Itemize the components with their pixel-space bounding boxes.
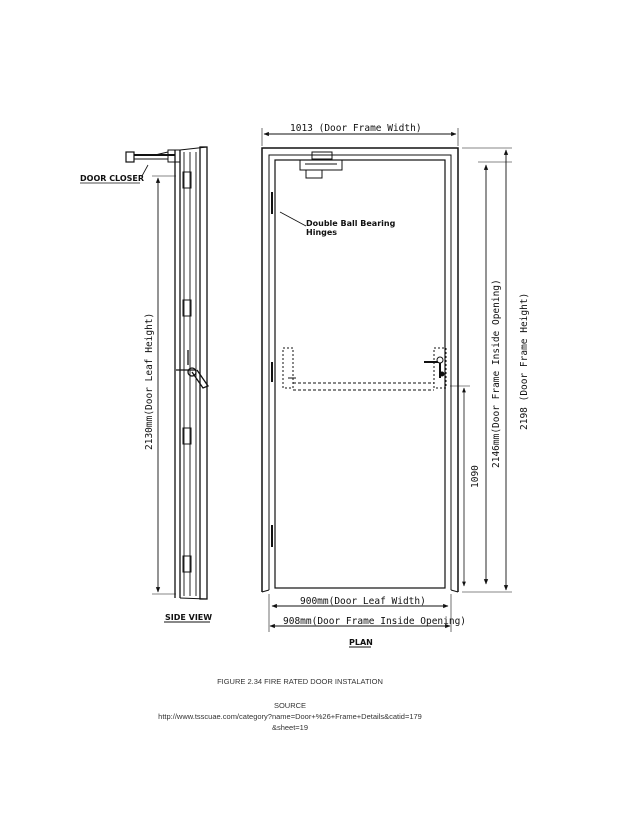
side-handle (176, 350, 208, 388)
frame-inside-opening-width-label: 908mm(Door Frame Inside Opening) (283, 616, 467, 627)
handle-height-label: 1090 (470, 465, 481, 488)
plan-door-closer (300, 152, 342, 178)
plan-panic-bar (283, 348, 446, 390)
source-url-line2[interactable]: &sheet=19 (271, 723, 309, 732)
side-view-label: SIDE VIEW (165, 613, 213, 622)
frame-height-label: 2198 (Door Frame Height) (519, 292, 530, 430)
plan-view (262, 128, 512, 647)
hinges-label-line1: Double Ball Bearing (306, 219, 396, 228)
hinges-label-line2: Hinges (306, 228, 338, 237)
source-label: SOURCE (273, 701, 307, 710)
source-url-line1[interactable]: http://www.tsscuae.com/category?name=Door+%26+Frame+Details&catid=179 (158, 712, 422, 721)
side-view (126, 147, 213, 622)
door-closer (126, 150, 180, 162)
leaf-width-label: 900mm(Door Leaf Width) (300, 596, 426, 607)
plan-label: PLAN (349, 638, 373, 647)
figure-caption: FIGURE 2.34 FIRE RATED DOOR INSTALATION (217, 677, 383, 686)
door-closer-label: DOOR CLOSER (80, 174, 145, 183)
leaf-height-label: 2130mm(Door Leaf Height) (144, 312, 155, 450)
frame-width-label: 1013 (Door Frame Width) (290, 123, 422, 134)
frame-inside-opening-height-label: 2146mm(Door Frame Inside Opening) (491, 279, 502, 468)
